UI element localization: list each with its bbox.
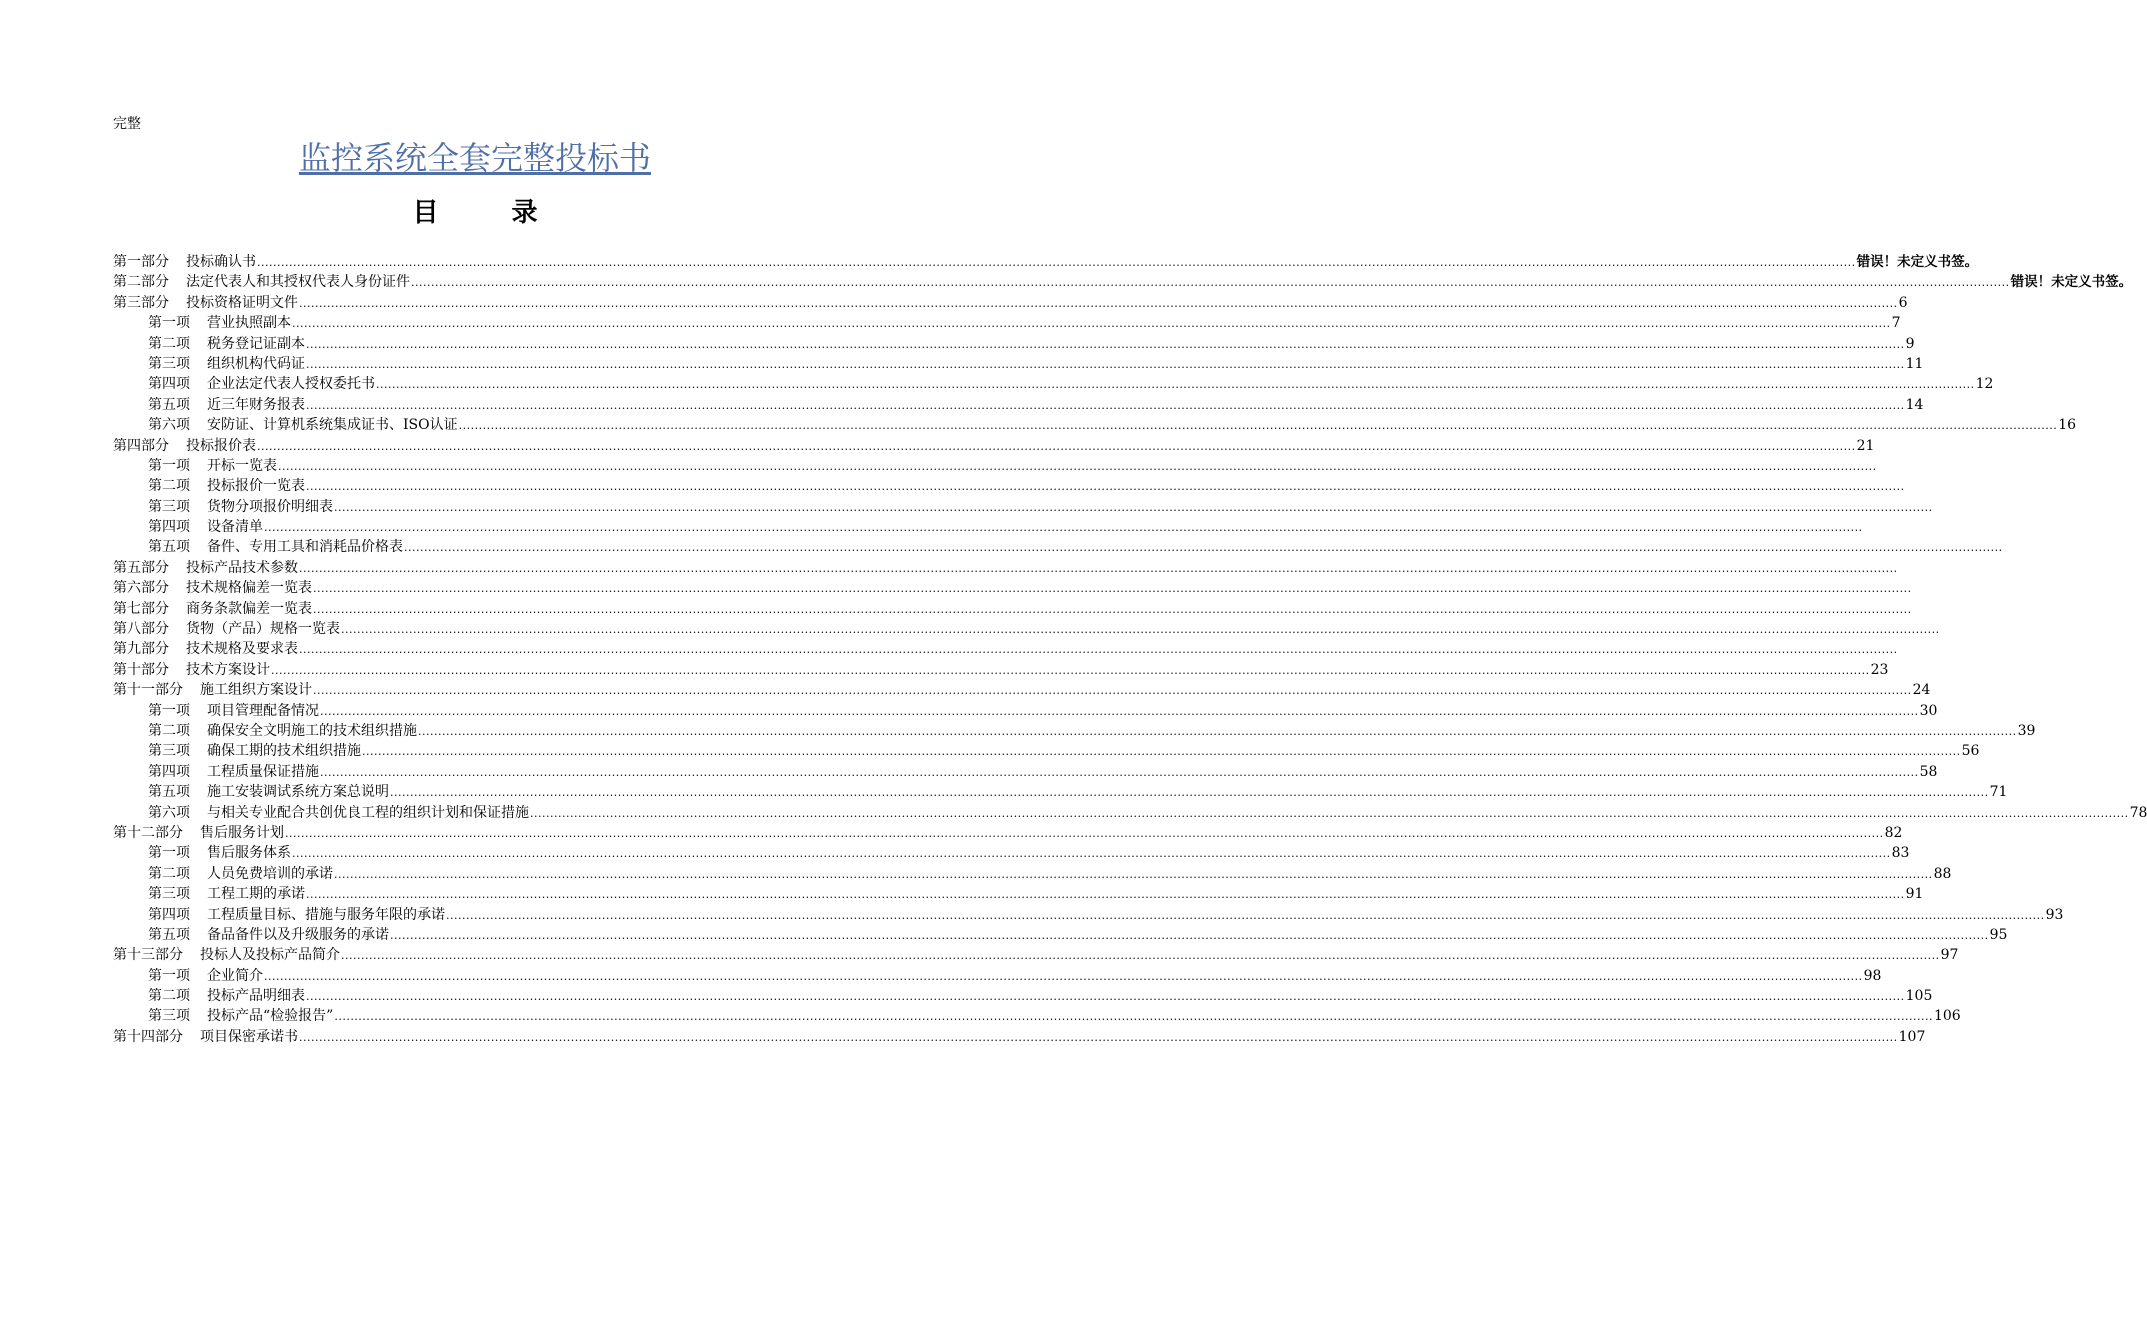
toc-entry[interactable]: [113, 843, 1910, 863]
toc-dot-leader: ................................................................................................................................................................................................................................................................................................................................................................................................................: [306, 990, 1905, 1004]
toc-entry-page: 21: [1856, 437, 1875, 454]
toc-entry-number: 第四项: [148, 376, 190, 393]
toc-entry[interactable]: [113, 415, 2077, 435]
toc-entry-number: 第十四部分: [113, 1028, 183, 1045]
toc-entry-number: 第四项: [148, 763, 190, 780]
toc-entry-page: 6: [1898, 294, 1908, 311]
toc-entry-title: 项目管理配备情况: [207, 702, 319, 719]
toc-entry-title: 货物分项报价明细表: [207, 498, 333, 515]
toc-dot-leader: ................................................................................................................................................................................................................................................................................................................................................................................................................: [458, 419, 2058, 433]
toc-entry-number: 第三项: [148, 498, 190, 515]
toc-entry[interactable]: [113, 436, 1875, 456]
toc-entry-number: 第四部分: [113, 437, 169, 454]
toc-entry[interactable]: [113, 456, 1877, 476]
toc-entry[interactable]: [113, 762, 1938, 782]
toc-entry-number: 第三项: [148, 355, 190, 372]
toc-entry-title: 法定代表人和其授权代表人身份证件: [186, 274, 410, 291]
toc-dot-leader: ................................................................................................................................................................................................................................................................................................................................................................................................................: [390, 786, 1989, 800]
toc-entry[interactable]: [113, 905, 2064, 925]
toc-entry-page: 12: [1975, 376, 1994, 393]
toc-entry-number: 第一项: [148, 845, 190, 862]
toc-entry-page: 14: [1905, 396, 1924, 413]
toc-entry-title: 货物（产品）规格一览表: [186, 621, 340, 638]
toc-entry-number: 第二项: [148, 722, 190, 739]
toc-entry-page: 30: [1919, 702, 1938, 719]
toc-entry-title: 税务登记证副本: [207, 335, 305, 352]
toc-entry-page: 39: [2017, 722, 2036, 739]
toc-entry-number: 第六项: [148, 804, 190, 821]
toc-dot-leader: ................................................................................................................................................................................................................................................................................................................................................................................................................: [299, 1030, 1898, 1044]
toc-dot-leader: ................................................................................................................................................................................................................................................................................................................................................................................................................: [313, 684, 1912, 698]
toc-entry-number: 第二部分: [113, 274, 169, 291]
toc-entry-number: 第五项: [148, 396, 190, 413]
toc-entry-title: 投标确认书: [186, 254, 256, 270]
toc-entry-title: 投标产品技术参数: [186, 559, 298, 576]
toc-entry-number: 第六项: [148, 417, 190, 434]
toc-dot-leader: ................................................................................................................................................................................................................................................................................................................................................................................................................: [271, 663, 1870, 677]
toc-entry-title: 投标资格证明文件: [186, 294, 298, 311]
toc-entry[interactable]: [113, 823, 1903, 843]
toc-dot-leader: ................................................................................................................................................................................................................................................................................................................................................................................................................: [292, 317, 1891, 331]
toc-entry-page: 105: [1905, 988, 1933, 1005]
toc-entry-number: 第五项: [148, 539, 190, 556]
toc-entry-number: 第十部分: [113, 661, 169, 678]
toc-entry-number: 第五部分: [113, 559, 169, 576]
toc-dot-leader: ................................................................................................................................................................................................................................................................................................................................................................................................................: [257, 256, 1856, 269]
toc-dot-leader: ................................................................................................................................................................................................................................................................................................................................................................................................................: [404, 541, 2003, 555]
toc-entry-title: 备件、专用工具和消耗品价格表: [207, 539, 403, 556]
toc-dot-leader: ................................................................................................................................................................................................................................................................................................................................................................................................................: [264, 969, 1863, 983]
toc-entry-number: 第五项: [148, 926, 190, 943]
toc-dot-leader: ................................................................................................................................................................................................................................................................................................................................................................................................................: [334, 500, 1933, 514]
toc-entry[interactable]: [113, 537, 2003, 557]
toc-entry[interactable]: [113, 354, 1924, 374]
toc-entry-number: 第三项: [148, 886, 190, 903]
toc-dot-leader: ................................................................................................................................................................................................................................................................................................................................................................................................................: [299, 296, 1898, 310]
toc-entry-page: 97: [1940, 947, 1959, 964]
toc-entry-title: 设备清单: [207, 519, 263, 536]
toc-entry-title: 企业简介: [207, 967, 263, 984]
toc-dot-leader: ................................................................................................................................................................................................................................................................................................................................................................................................................: [299, 643, 1898, 657]
toc-entry[interactable]: [113, 721, 2036, 741]
toc-entry[interactable]: [113, 374, 1994, 394]
toc-entry[interactable]: [113, 966, 1882, 986]
toc-entry[interactable]: [113, 1006, 1961, 1026]
toc-entry-number: 第十三部分: [113, 947, 183, 964]
toc-entry[interactable]: [113, 619, 1940, 639]
toc-entry-title: 近三年财务报表: [207, 396, 305, 413]
toc-dot-leader: ................................................................................................................................................................................................................................................................................................................................................................................................................: [446, 908, 2045, 922]
toc-dot-leader: ................................................................................................................................................................................................................................................................................................................................................................................................................: [299, 561, 1898, 575]
toc-entry-title: 人员免费培训的承诺: [207, 865, 333, 882]
toc-entry-page: 82: [1884, 824, 1903, 841]
toc-entry[interactable]: [113, 272, 2133, 292]
toc-entry[interactable]: [113, 334, 1915, 354]
toc-entry-number: 第一项: [148, 702, 190, 719]
toc-entry-number: 第九部分: [113, 641, 169, 658]
toc-entry-page: 7: [1891, 315, 1901, 332]
toc-entry-title: 确保工期的技术组织措施: [207, 743, 361, 760]
toc-dot-leader: ................................................................................................................................................................................................................................................................................................................................................................................................................: [341, 623, 1940, 637]
toc-entry[interactable]: [113, 639, 1898, 659]
toc-entry[interactable]: [113, 884, 1924, 904]
toc-dot-leader: ................................................................................................................................................................................................................................................................................................................................................................................................................: [320, 765, 1919, 779]
toc-entry-page: 71: [1989, 784, 2008, 801]
toc-entry-page: 83: [1891, 845, 1910, 862]
toc-entry[interactable]: [113, 782, 2008, 802]
toc-dot-leader: ................................................................................................................................................................................................................................................................................................................................................................................................................: [320, 704, 1919, 718]
toc-dot-leader: ................................................................................................................................................................................................................................................................................................................................................................................................................: [278, 459, 1877, 473]
toc-dot-leader: ................................................................................................................................................................................................................................................................................................................................................................................................................: [306, 480, 1905, 494]
toc-entry-title: 确保安全文明施工的技术组织措施: [207, 722, 417, 739]
toc-entry[interactable]: [113, 803, 2147, 823]
toc-entry[interactable]: [113, 395, 1924, 415]
toc-entry-title: 安防证、计算机系统集成证书、ISO认证: [207, 417, 458, 434]
toc-entry-number: 第十二部分: [113, 824, 183, 841]
toc-entry[interactable]: [113, 741, 1980, 761]
toc-dot-leader: ................................................................................................................................................................................................................................................................................................................................................................................................................: [362, 745, 1961, 759]
toc-dot-leader: ................................................................................................................................................................................................................................................................................................................................................................................................................: [530, 806, 2129, 820]
toc-entry-title: 营业执照副本: [207, 315, 291, 332]
toc-entry-number: 第十一部分: [113, 682, 183, 699]
toc-entry-number: 第二项: [148, 335, 190, 352]
toc-entry-title: 投标报价一览表: [207, 478, 305, 495]
toc-dot-leader: ................................................................................................................................................................................................................................................................................................................................................................................................................: [390, 928, 1989, 942]
toc-entry-number: 第二项: [148, 478, 190, 495]
toc-entry-page: 91: [1905, 886, 1924, 903]
toc-entry[interactable]: [113, 1027, 1926, 1047]
toc-entry[interactable]: [113, 293, 1908, 313]
toc-entry-number: 第七部分: [113, 600, 169, 617]
toc-entry-title: 组织机构代码证: [207, 355, 305, 372]
toc-entry-number: 第一项: [148, 315, 190, 332]
header-note: 完整: [113, 116, 141, 132]
toc-entry-page: 106: [1933, 1008, 1961, 1025]
toc-entry[interactable]: [113, 313, 1901, 333]
toc-entry-title: 企业法定代表人授权委托书: [207, 376, 375, 393]
toc-entry-page: 95: [1989, 926, 2008, 943]
toc-entry-number: 第一部分: [113, 254, 169, 270]
toc-dot-leader: ................................................................................................................................................................................................................................................................................................................................................................................................................: [313, 582, 1912, 596]
toc-entry-title: 商务条款偏差一览表: [186, 600, 312, 617]
toc-entry[interactable]: [113, 578, 1912, 598]
toc-entry-page: 23: [1870, 661, 1889, 678]
toc-entry[interactable]: [113, 680, 1931, 700]
toc-entry-number: 第八部分: [113, 621, 169, 638]
toc-entry-page: 93: [2045, 906, 2064, 923]
toc-entry-title: 施工安装调试系统方案总说明: [207, 784, 389, 801]
toc-entry-number: 第四项: [148, 519, 190, 536]
toc-entry-title: 售后服务计划: [200, 824, 284, 841]
toc-entry-title: 投标报价表: [186, 437, 256, 454]
toc-entry-title: 工程质量保证措施: [207, 763, 319, 780]
toc-heading: 目 录: [412, 198, 570, 228]
toc-entry-title: 施工组织方案设计: [200, 682, 312, 699]
toc-entry-page: 78: [2129, 804, 2147, 821]
toc-entry-number: 第三项: [148, 1008, 190, 1025]
toc-dot-leader: ................................................................................................................................................................................................................................................................................................................................................................................................................: [264, 521, 1863, 535]
toc-entry[interactable]: [113, 701, 1938, 721]
toc-dot-leader: ................................................................................................................................................................................................................................................................................................................................................................................................................: [306, 398, 1905, 412]
toc-entry-title: 技术规格偏差一览表: [186, 580, 312, 597]
toc-entry[interactable]: [113, 517, 1863, 537]
toc-entry-page: 11: [1905, 355, 1924, 372]
toc-entry-title: 工程工期的承诺: [207, 886, 305, 903]
toc-dot-leader: ................................................................................................................................................................................................................................................................................................................................................................................................................: [292, 847, 1891, 861]
toc-entry-title: 投标产品“检验报告”: [207, 1008, 334, 1025]
toc-entry-page: 88: [1933, 865, 1952, 882]
toc-entry-page: 16: [2058, 417, 2077, 434]
toc-entry-page: 24: [1912, 682, 1931, 699]
toc-entry-title: 与相关专业配合共创优良工程的组织计划和保证措施: [207, 804, 529, 821]
toc-entry-title: 技术规格及要求表: [186, 641, 298, 658]
toc-entry-page: 107: [1898, 1028, 1926, 1045]
toc-entry[interactable]: [113, 599, 1912, 619]
toc-entry-page: 错误！未定义书签。: [1856, 254, 1979, 270]
toc-entry[interactable]: [113, 558, 1898, 578]
toc-entry[interactable]: [113, 864, 1952, 884]
toc-dot-leader: ................................................................................................................................................................................................................................................................................................................................................................................................................: [257, 439, 1856, 453]
toc-entry-page: 9: [1905, 335, 1915, 352]
toc-entry-number: 第二项: [148, 865, 190, 882]
toc-dot-leader: ................................................................................................................................................................................................................................................................................................................................................................................................................: [313, 602, 1912, 616]
toc-entry[interactable]: [113, 945, 1959, 965]
toc-entry-title: 技术方案设计: [186, 661, 270, 678]
toc-entry-title: 备品备件以及升级服务的承诺: [207, 926, 389, 943]
toc-entry-title: 工程质量目标、措施与服务年限的承诺: [207, 906, 445, 923]
toc-dot-leader: ................................................................................................................................................................................................................................................................................................................................................................................................................: [341, 949, 1940, 963]
toc-entry-number: 第一项: [148, 457, 190, 474]
toc-dot-leader: ................................................................................................................................................................................................................................................................................................................................................................................................................: [334, 1010, 1933, 1024]
toc-entry[interactable]: [113, 986, 1933, 1006]
toc-entry-number: 第二项: [148, 988, 190, 1005]
toc-dot-leader: ................................................................................................................................................................................................................................................................................................................................................................................................................: [306, 888, 1905, 902]
toc-dot-leader: ................................................................................................................................................................................................................................................................................................................................................................................................................: [411, 276, 2010, 290]
table-of-contents: [113, 252, 2147, 1047]
toc-entry-title: 投标产品明细表: [207, 988, 305, 1005]
toc-entry-number: 第四项: [148, 906, 190, 923]
toc-dot-leader: ................................................................................................................................................................................................................................................................................................................................................................................................................: [334, 867, 1933, 881]
toc-entry-number: 第三项: [148, 743, 190, 760]
toc-dot-leader: ................................................................................................................................................................................................................................................................................................................................................................................................................: [285, 826, 1884, 840]
toc-entry[interactable]: [113, 476, 1905, 496]
toc-entry-title: 投标人及投标产品简介: [200, 947, 340, 964]
document-title: 监控系统全套完整投标书: [298, 139, 651, 177]
toc-entry-page: 56: [1961, 743, 1980, 760]
toc-entry-page: 98: [1863, 967, 1882, 984]
toc-entry-number: 第一项: [148, 967, 190, 984]
toc-entry[interactable]: [113, 252, 1979, 272]
toc-dot-leader: ................................................................................................................................................................................................................................................................................................................................................................................................................: [306, 357, 1905, 371]
toc-entry-number: 第五项: [148, 784, 190, 801]
toc-entry-title: 开标一览表: [207, 457, 277, 474]
toc-dot-leader: ................................................................................................................................................................................................................................................................................................................................................................................................................: [376, 378, 1975, 392]
toc-entry[interactable]: [113, 925, 2008, 945]
toc-dot-leader: ................................................................................................................................................................................................................................................................................................................................................................................................................: [306, 337, 1905, 351]
toc-entry-page: 错误！未定义书签。: [2010, 274, 2133, 291]
toc-entry-number: 第三部分: [113, 294, 169, 311]
toc-dot-leader: ................................................................................................................................................................................................................................................................................................................................................................................................................: [418, 724, 2017, 738]
toc-entry-title: 售后服务体系: [207, 845, 291, 862]
toc-entry-page: 58: [1919, 763, 1938, 780]
toc-entry[interactable]: [113, 660, 1889, 680]
toc-entry[interactable]: [113, 497, 1933, 517]
toc-entry-number: 第六部分: [113, 580, 169, 597]
toc-entry-title: 项目保密承诺书: [200, 1028, 298, 1045]
